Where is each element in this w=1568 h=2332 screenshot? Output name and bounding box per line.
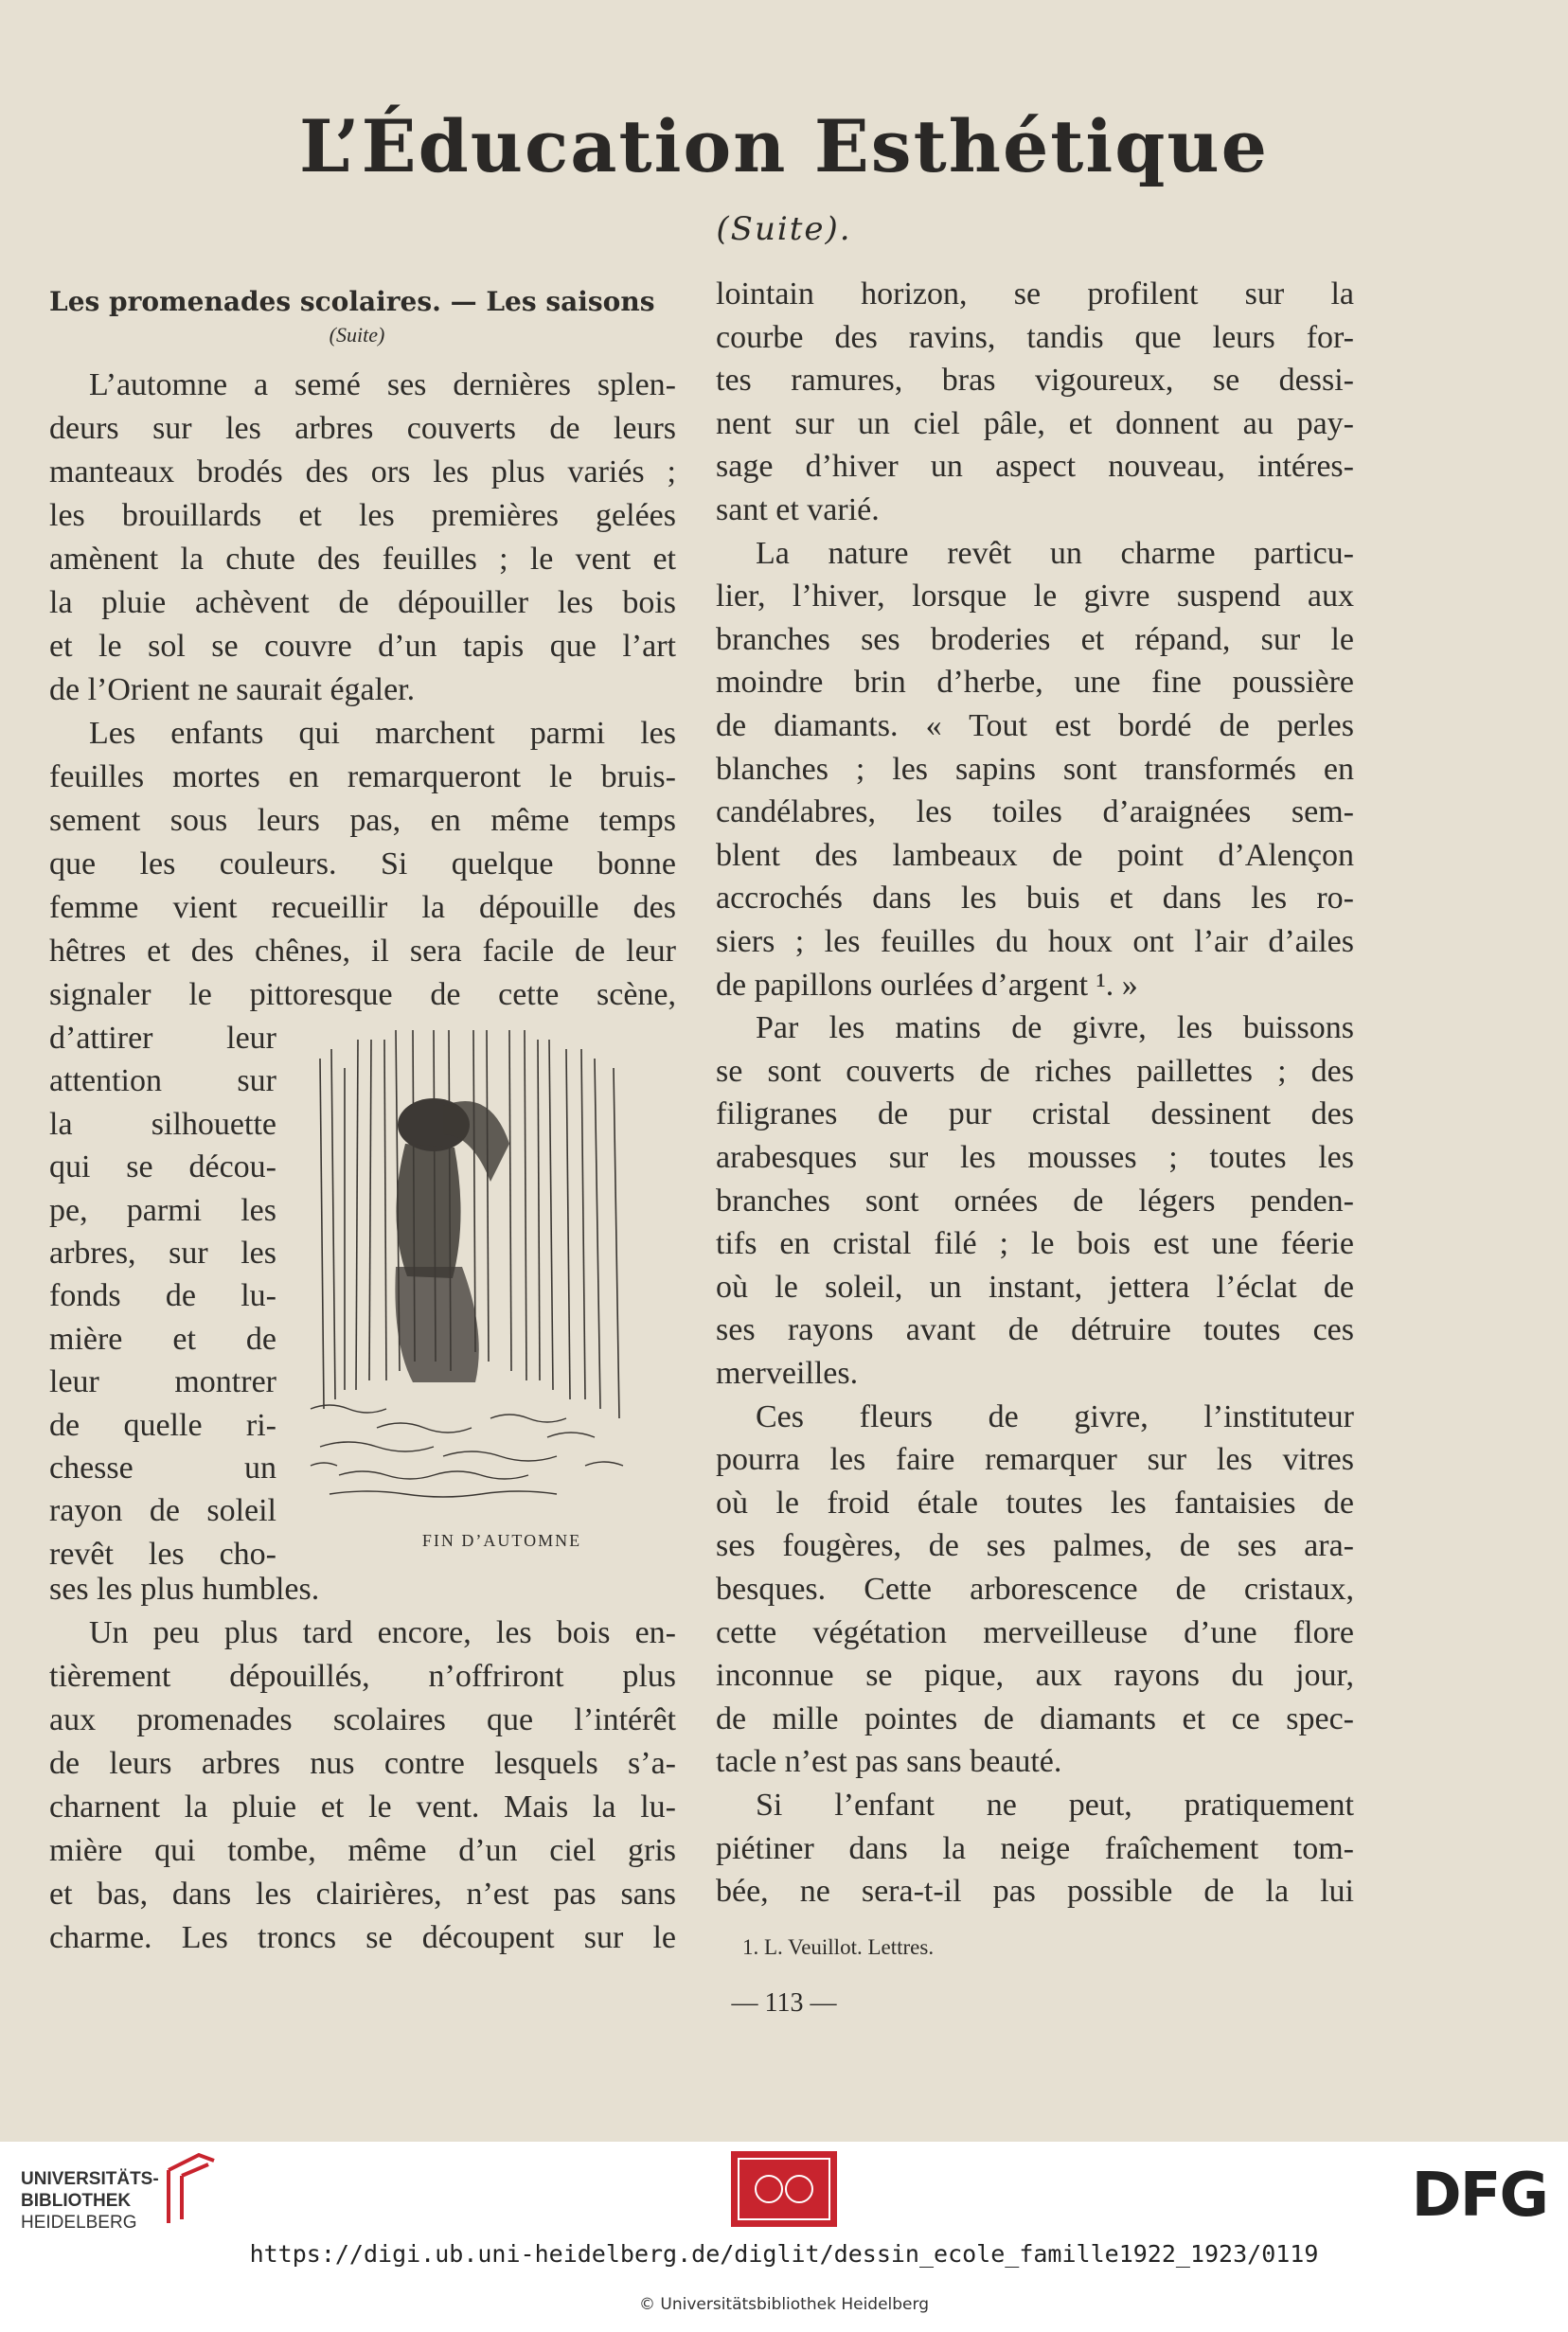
text-line: ses rayons avant de détruire toutes ces (716, 1312, 1354, 1348)
library-name-line3: HEIDELBERG (21, 2213, 137, 2233)
text-line: se sont couverts de riches paillettes ; des (716, 1053, 1354, 1089)
permalink-url[interactable]: https://digi.ub.uni-heidelberg.de/diglit/dessin_ecole_famille1922_1923/0119 (249, 2240, 1319, 2268)
article-subtitle: (Suite). (716, 210, 852, 248)
text-line: de quelle ri- (49, 1407, 276, 1443)
illustration-caption: FIN D’AUTOMNE (421, 1531, 582, 1550)
text-line: hêtres et des chênes, il sera facile de leur (49, 934, 676, 969)
text-line: sage d’hiver un aspect nouveau, intéres- (716, 449, 1354, 485)
text-line: lier, l’hiver, lorsque le givre suspend aux (716, 579, 1354, 614)
text-line: branches sont ornées de légers penden- (716, 1183, 1354, 1219)
text-line: nent sur un ciel pâle, et donnent au pay- (716, 405, 1354, 441)
text-line: de papillons ourlées d’argent ¹. » (716, 967, 1138, 1003)
library-mark-icon (161, 2151, 222, 2227)
text-line: que les couleurs. Si quelque bonne (49, 846, 676, 881)
episteme-logo[interactable] (731, 2151, 837, 2227)
section-heading-sub: (Suite) (329, 323, 385, 347)
text-line: siers ; les feuilles du houx ont l’air d’ailes (716, 924, 1354, 959)
text-line: mière qui tombe, même d’un ciel gris (49, 1833, 676, 1868)
text-line: de l’Orient ne saurait égaler. (49, 672, 416, 707)
dfg-logo[interactable]: DFG (1411, 2161, 1547, 2231)
text-line: courbe des ravins, tandis que leurs for- (716, 319, 1354, 355)
text-line: charnent la pluie et le vent. Mais la lu- (49, 1789, 676, 1825)
page-number: — 113 — (731, 1988, 837, 2018)
text-line: tifs en cristal filé ; le bois est une féerie (716, 1226, 1354, 1262)
text-line: ses les plus humbles. (49, 1572, 320, 1607)
text-line: Les enfants qui marchent parmi les (89, 716, 676, 751)
text-line: pourra les faire remarquer sur les vitres (716, 1442, 1354, 1478)
text-line: les brouillards et les premières gelées (49, 498, 676, 533)
text-line: blent des lambeaux de point d’Alençon (716, 837, 1354, 873)
text-line: sement sous leurs pas, en même temps (49, 803, 676, 838)
text-line: revêt les cho- (49, 1536, 276, 1572)
text-line: sant et varié. (716, 492, 880, 527)
article-title: L’Éducation Esthétique (298, 104, 1270, 188)
text-line: inconnue se pique, aux rayons du jour, (716, 1658, 1354, 1694)
text-line: pe, parmi les (49, 1192, 276, 1228)
text-line: où le soleil, un instant, jettera l’éclat de (716, 1269, 1354, 1305)
text-line: moindre brin d’herbe, une fine poussière (716, 665, 1354, 701)
text-line: tièrement dépouillés, n’offriront plus (49, 1659, 676, 1694)
text-line: besques. Cette arborescence de cristaux, (716, 1572, 1354, 1607)
library-name-line1: UNIVERSITÄTS- (21, 2169, 159, 2189)
text-line: arabesques sur les mousses ; toutes les (716, 1140, 1354, 1175)
text-line: de diamants. « Tout est bordé de perles (716, 708, 1354, 743)
text-line: leur montrer (49, 1364, 276, 1400)
library-name-line2: BIBLIOTHEK (21, 2191, 132, 2211)
copyright-notice: © Universitätsbibliothek Heidelberg (638, 2295, 929, 2314)
text-line: Par les matins de givre, les buissons (756, 1010, 1354, 1046)
text-line: rayon de soleil (49, 1493, 276, 1529)
text-line: candélabres, les toiles d’araignées sem- (716, 794, 1354, 830)
text-line: blanches ; les sapins sont transformés en (716, 751, 1354, 787)
illustration-fin-d-automne (301, 1030, 661, 1513)
text-line: L’automne a semé ses dernières splen- (89, 367, 676, 402)
text-line: où le froid étale toutes les fantaisies de (716, 1485, 1354, 1521)
text-line: Si l’enfant ne peut, pratiquement (756, 1788, 1354, 1823)
text-line: ses fougères, de ses palmes, de ses ara- (716, 1528, 1354, 1564)
text-line: branches ses broderies et répand, sur le (716, 621, 1354, 657)
text-line: merveilles. (716, 1356, 859, 1391)
library-logo[interactable] (21, 2168, 159, 2234)
text-line: qui se décou- (49, 1149, 276, 1185)
text-line: signaler le pittoresque de cette scène, (49, 977, 676, 1012)
text-line: arbres, sur les (49, 1236, 276, 1271)
text-line: lointain horizon, se profilent sur la (716, 276, 1354, 312)
footnote: 1. L. Veuillot. Lettres. (742, 1935, 935, 1959)
text-line: fonds de lu- (49, 1278, 276, 1314)
text-line: feuilles mortes en remarqueront le bruis- (49, 759, 676, 794)
text-line: de leurs arbres nus contre lesquels s’a- (49, 1746, 676, 1781)
text-line: et le sol se couvre d’un tapis que l’art (49, 629, 676, 664)
text-line: deurs sur les arbres couverts de leurs (49, 411, 676, 446)
text-line: La nature revêt un charme particu- (756, 535, 1354, 571)
text-line: mière et de (49, 1321, 276, 1357)
text-line: tes ramures, bras vigoureux, se dessi- (716, 363, 1354, 399)
text-line: bée, ne sera-t-il pas possible de la lui (716, 1874, 1354, 1910)
text-line: amènent la chute des feuilles ; le vent et (49, 542, 676, 577)
text-line: d’attirer leur (49, 1021, 276, 1056)
text-line: Ces fleurs de givre, l’instituteur (756, 1398, 1354, 1434)
text-line: la pluie achèvent de dépouiller les bois (49, 585, 676, 620)
text-line: la silhouette (49, 1106, 276, 1142)
text-line: piétiner dans la neige fraîchement tom- (716, 1830, 1354, 1866)
autumn-woman-engraving-icon (301, 1030, 661, 1513)
text-line: cette végétation merveilleuse d’une flore (716, 1614, 1354, 1650)
text-line: et bas, dans les clairières, n’est pas sans (49, 1877, 676, 1912)
text-line: filigranes de pur cristal dessinent des (716, 1096, 1354, 1132)
text-line: accrochés dans les buis et dans les ro- (716, 881, 1354, 917)
text-line: attention sur (49, 1063, 276, 1099)
text-line: charme. Les troncs se découpent sur le (49, 1920, 676, 1955)
text-line: tacle n’est pas sans beauté. (716, 1744, 1062, 1780)
text-line: manteaux brodés des ors les plus variés ; (49, 454, 676, 490)
text-line: femme vient recueillir la dépouille des (49, 890, 676, 925)
text-line: aux promenades scolaires que l’intérêt (49, 1702, 676, 1737)
text-line: chesse un (49, 1451, 276, 1486)
text-line: de mille pointes de diamants et ce spec- (716, 1700, 1354, 1736)
text-line: Un peu plus tard encore, les bois en- (89, 1615, 676, 1650)
section-heading: Les promenades scolaires. — Les saisons (49, 286, 655, 317)
episteme-emblem-icon (731, 2151, 837, 2227)
